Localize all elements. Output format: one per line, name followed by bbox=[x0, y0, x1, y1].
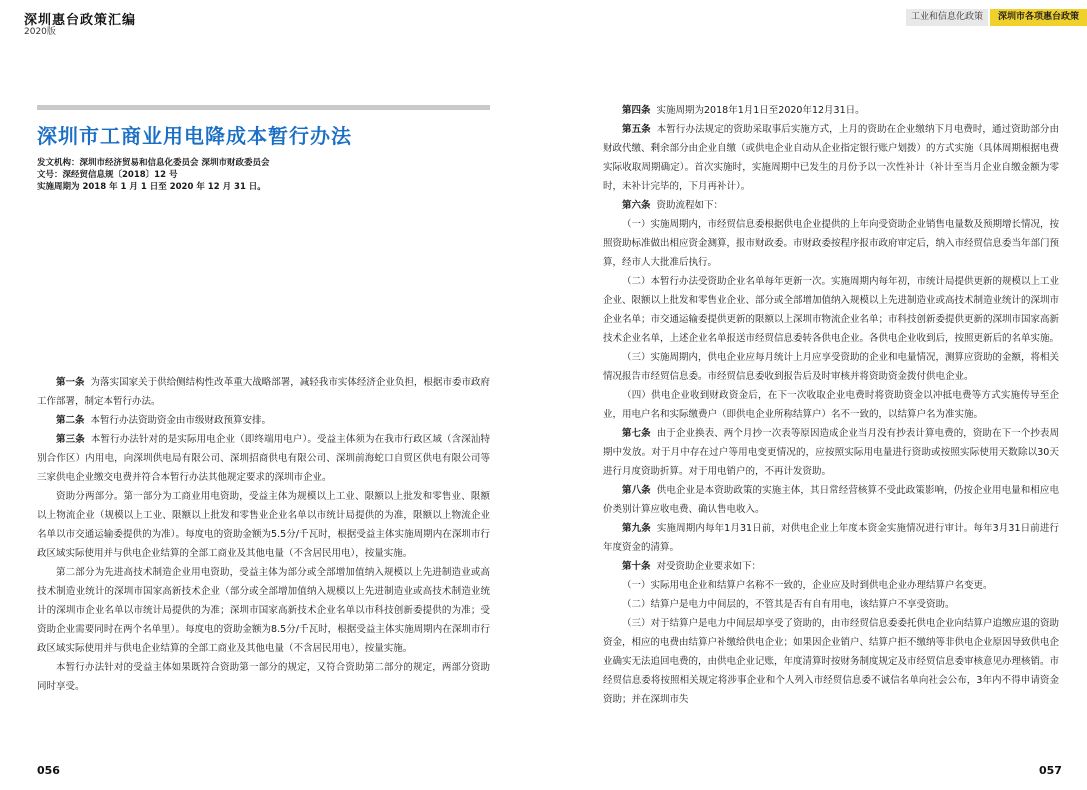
article-paragraph bbox=[37, 373, 490, 411]
article-paragraph bbox=[37, 430, 490, 487]
article-text: 本暂行办法规定的资助采取事后实施方式，上月的资助在企业缴纳下月电费时，通过资助部分由财政代缴、剩余部分由企业自缴（或供电企业自动从企业指定银行账户划拨）的方式实施（具体周期根据电费实际收取周期确定）。首次实施时，实施周期中已发生的月份予以一次性补计（补计至当月企业自缴金额为零时，未补计完毕的，下月再补计）。 bbox=[603, 124, 1060, 192]
article-number: 第五条 bbox=[622, 124, 651, 135]
article-text: 资助流程如下： bbox=[656, 200, 724, 211]
publication-series-title: 深圳惠台政策汇编 bbox=[24, 13, 137, 28]
article-paragraph bbox=[603, 557, 1059, 576]
article-text: 实施周期为2018年1月1日至2020年12月31日。 bbox=[656, 105, 865, 116]
article-number: 第七条 bbox=[622, 428, 651, 439]
article-number: 第六条 bbox=[622, 200, 651, 211]
tab-category[interactable]: 工业和信息化政策 bbox=[906, 9, 988, 26]
document-number: 文号：深经贸信息规〔2018〕12 号 bbox=[37, 170, 178, 180]
article-text: 本暂行办法针对的是实际用电企业（即终端用电户）。受益主体须为在我市行政区域（含深汕特别合作区）内用电，向深圳供电局有限公司、深圳招商供电有限公司、深圳前海蛇口自贸区供电有限公司等三家供电企业缴交电费并符合本暂行办法其他规定要求的深圳市企业。 bbox=[37, 434, 490, 483]
issuing-agency: 发文机构：深圳市经济贸易和信息化委员会 深圳市财政委员会 bbox=[37, 158, 270, 168]
article-number: 第九条 bbox=[622, 523, 651, 534]
title-divider-bar bbox=[37, 105, 490, 110]
paragraph-text: 第二部分为先进高技术制造企业用电资助，受益主体为部分或全部增加值纳入规模以上先进制造业或高技术制造业统计的深圳市国家高新技术企业（部分或全部增加值纳入规模以上先进制造业或高技术制造业统计的深圳市企业名单以市统计局提供的为准；深圳市国家高新技术企业名单以市科技创新委提供的为准；受资助企业需要同时在两个名单里）。每度电的资助金额为8.5分/千瓦时，根据受益主体实施周期内在深圳市行政区域实际使用并与供电企业结算的全部工商业及其他电量（不含居民用电），按量实施。 bbox=[37, 567, 490, 654]
paragraph-text: （四）供电企业收到财政资金后，在下一次收取企业电费时将资助资金以冲抵电费等方式实施传导至企业，用电户名和实际缴费户（即供电企业所称结算户）名不一致的，以结算户名为准实施。 bbox=[603, 390, 1059, 420]
article-paragraph bbox=[603, 120, 1059, 196]
body-paragraph bbox=[603, 614, 1059, 709]
body-paragraph bbox=[37, 487, 490, 563]
body-paragraph bbox=[603, 386, 1059, 424]
paragraph-text: （二）本暂行办法受资助企业名单每年更新一次。实施周期内每年初，市统计局提供更新的规模以上工业企业、限额以上批发和零售业企业、部分或全部增加值纳入规模以上先进制造业或高技术制造业统计的深圳市企业名单；市交通运输委提供更新的限额以上深圳市物流企业名单；市科技创新委提供更新的深圳市国家高新技术企业名单，上述企业名单报送市经贸信息委转各供电企业。各供电企业收到后，按照更新后的名单实施。 bbox=[603, 276, 1060, 344]
left-page-body bbox=[37, 373, 490, 696]
document-title: 深圳市工商业用电降成本暂行办法 bbox=[37, 124, 352, 148]
implementation-period: 实施周期为 2018 年 1 月 1 日至 2020 年 12 月 31 日。 bbox=[37, 182, 266, 192]
page-number-right: 057 bbox=[1039, 764, 1062, 777]
edition-label: 2020版 bbox=[24, 27, 56, 37]
body-paragraph bbox=[603, 576, 1059, 595]
body-paragraph bbox=[37, 563, 490, 658]
tab-current-section[interactable]: 深圳市各项惠台政策 bbox=[990, 9, 1087, 26]
paragraph-text: 本暂行办法针对的受益主体如果既符合资助第一部分的规定，又符合资助第二部分的规定，两部分资助同时享受。 bbox=[37, 662, 490, 692]
article-paragraph bbox=[603, 196, 1059, 215]
paragraph-text: （三）实施周期内，供电企业应每月统计上月应享受资助的企业和电量情况，测算应资助的金额，将相关情况报告市经贸信息委。市经贸信息委收到报告后及时审核并将资助资金拨付供电企业。 bbox=[603, 352, 1060, 382]
body-paragraph bbox=[603, 272, 1059, 348]
article-paragraph bbox=[603, 519, 1059, 557]
body-paragraph bbox=[37, 658, 490, 696]
article-paragraph bbox=[603, 101, 1059, 120]
article-number: 第十条 bbox=[622, 561, 651, 572]
article-paragraph bbox=[603, 481, 1059, 519]
article-text: 对受资助企业要求如下： bbox=[656, 561, 762, 572]
body-paragraph bbox=[603, 215, 1059, 272]
page-number-left: 056 bbox=[37, 764, 60, 777]
article-text: 本暂行办法资助资金由市级财政预算安排。 bbox=[90, 415, 272, 426]
paragraph-text: （一）实际用电企业和结算户名称不一致的，企业应及时到供电企业办理结算户名变更。 bbox=[622, 580, 993, 591]
article-number: 第二条 bbox=[56, 415, 85, 426]
paragraph-text: （三）对于结算户是电力中间层却享受了资助的，由市经贸信息委委托供电企业向结算户追缴应退的资助资金，相应的电费由结算户补缴给供电企业；如果因企业销户、结算户拒不缴纳等非供电企业原因导致供电企业确实无法追回电费的，由供电企业记账，年度清算时按财务制度规定及市经贸信息委审核意见办理核销。市经贸信息委将按照相关规定将涉事企业和个人列入市经贸信息委不诚信名单向社会公布，3年内不得申请资金资助；并在深圳市失 bbox=[603, 618, 1060, 705]
article-text: 实施周期内每年1月31日前，对供电企业上年度本资金实施情况进行审计。每年3月31日前进行年度资金的清算。 bbox=[603, 523, 1059, 553]
article-paragraph bbox=[603, 424, 1059, 481]
paragraph-text: （一）实施周期内，市经贸信息委根据供电企业提供的上年向受资助企业销售电量数及预期增长情况，按照资助标准做出相应资金测算，报市财政委。市财政委按程序报市政府审定后，纳入市经贸信息委当年部门预算，经市人大批准后执行。 bbox=[603, 219, 1060, 268]
article-number: 第三条 bbox=[56, 434, 85, 445]
article-text: 供电企业是本资助政策的实施主体，其日常经营核算不受此政策影响，仍按企业用电量和相应电价类别计算应收电费、确认售电收入。 bbox=[603, 485, 1059, 515]
article-number: 第八条 bbox=[622, 485, 651, 496]
article-text: 由于企业换表、两个月抄一次表等原因造成企业当月没有抄表计算电费的，资助在下一个抄表周期中发放。对于月中存在过户等用电变更情况的，应按照实际用电量进行资助或按照实际使用天数除以30天进行月度资助折算。对于用电销户的，不再计发资助。 bbox=[603, 428, 1059, 477]
paragraph-text: （二）结算户是电力中间层的，不管其是否有自有用电，该结算户不享受资助。 bbox=[622, 599, 955, 610]
body-paragraph bbox=[603, 595, 1059, 614]
article-number: 第四条 bbox=[622, 105, 651, 116]
article-paragraph bbox=[37, 411, 490, 430]
body-paragraph bbox=[603, 348, 1059, 386]
paragraph-text: 资助分两部分。第一部分为工商业用电资助，受益主体为规模以上工业、限额以上批发和零售业、限额以上物流企业（规模以上工业、限额以上批发和零售业企业名单以市统计局提供的为准，限额以上物流企业名单以市交通运输委提供的为准）。每度电的资助金额为5.5分/千瓦时，根据受益主体实施周期内在深圳市行政区域实际使用并与供电企业结算的全部工商业及其他电量（不含居民用电），按量实施。 bbox=[37, 491, 490, 559]
article-text: 为落实国家关于供给侧结构性改革重大战略部署，减轻我市实体经济企业负担，根据市委市政府工作部署，制定本暂行办法。 bbox=[37, 377, 490, 407]
article-number: 第一条 bbox=[56, 377, 85, 388]
right-page-body bbox=[603, 101, 1059, 709]
